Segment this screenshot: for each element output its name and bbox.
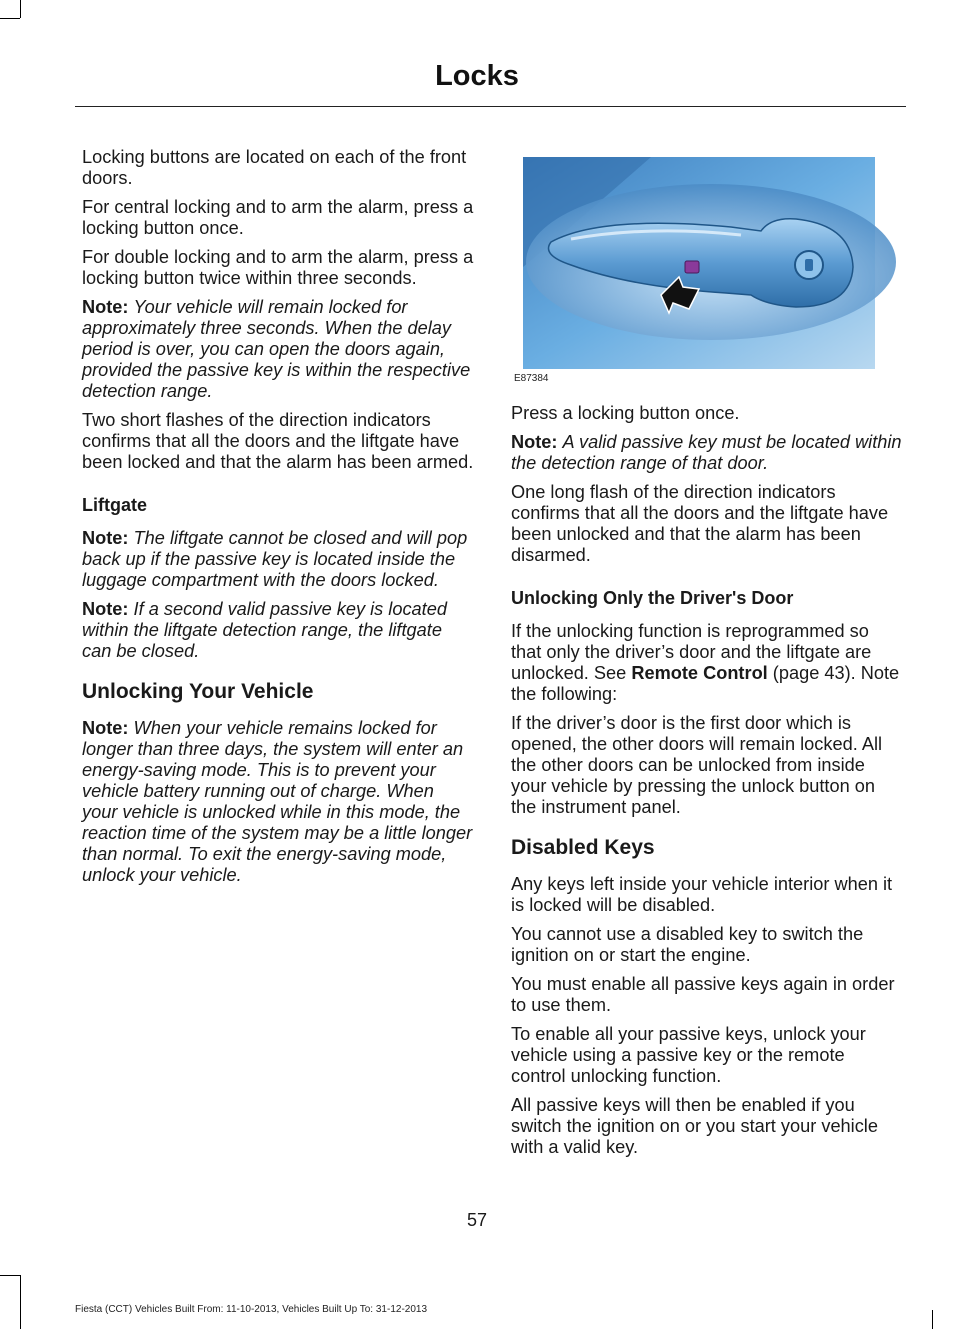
footer-text: Fiesta (CCT) Vehicles Built From: 11-10-2013, Vehicles Built Up To: 31-12-2013 bbox=[75, 1304, 428, 1315]
paragraph: Any keys left inside your vehicle interior when it is locked will be disabled. bbox=[511, 874, 893, 915]
note bbox=[82, 297, 474, 402]
locking-button bbox=[685, 261, 699, 273]
remote-control-link[interactable]: Remote Control bbox=[631, 663, 768, 683]
note-text: The liftgate cannot be closed and will pop back up if the passive key is located inside the luggage compartment with the doors locked. bbox=[82, 528, 468, 590]
key-slot bbox=[805, 259, 813, 271]
note-text: If a second valid passive key is located within the liftgate detection range, the liftgate can be closed. bbox=[82, 599, 447, 661]
note-label: Note: bbox=[511, 432, 558, 452]
paragraph: For central locking and to arm the alarm, press a locking button once. bbox=[82, 197, 474, 238]
paragraph: For double locking and to arm the alarm, press a locking button twice within three seconds. bbox=[82, 247, 474, 288]
note-text: A valid passive key must be located within the detection range of that door. bbox=[511, 432, 902, 473]
note-label: Note: bbox=[82, 599, 129, 619]
disabled-keys-heading: Disabled Keys bbox=[511, 836, 655, 859]
page-number: 57 bbox=[466, 1210, 488, 1230]
paragraph: To enable all your passive keys, unlock your vehicle using a passive key or the remote control unlocking function. bbox=[511, 1024, 866, 1086]
note-text: Your vehicle will remain locked for approximately three seconds. When the delay period is over, you can open the doors again, provided the passive key is within the respective detection range. bbox=[82, 297, 471, 401]
figure-code: E87384 bbox=[514, 373, 549, 384]
note bbox=[511, 432, 903, 474]
left-column bbox=[82, 147, 474, 894]
paragraph: You must enable all passive keys again in order to use them. bbox=[511, 974, 895, 1015]
door-handle-figure bbox=[511, 147, 903, 389]
crop-mark bbox=[0, 1275, 20, 1276]
paragraph bbox=[511, 621, 903, 705]
note-text: When your vehicle remains locked for longer than three days, the system will enter an energy-saving mode. This is to prevent your vehicle battery running out of charge. When your vehicle is unlocked while in this mode, the reaction time of the system may be a little longer than normal. To exit the energy-saving mode, unlock your vehicle. bbox=[82, 718, 473, 885]
note-label: Note: bbox=[82, 718, 129, 738]
paragraph: All passive keys will then be enabled if you switch the ignition on or you start your vehicle with a valid key. bbox=[511, 1095, 878, 1157]
liftgate-heading: Liftgate bbox=[82, 495, 147, 515]
driver-door-heading: Unlocking Only the Driver's Door bbox=[511, 588, 794, 608]
crop-mark bbox=[20, 0, 21, 18]
paragraph: If the driver’s door is the first door which is opened, the other doors will remain locked. All the other doors can be unlocked from inside your vehicle by pressing the unlock button on the instrument panel. bbox=[511, 713, 883, 817]
note bbox=[82, 599, 474, 662]
crop-mark bbox=[20, 1275, 21, 1329]
door-handle-illustration bbox=[511, 147, 903, 371]
paragraph: You cannot use a disabled key to switch the ignition on or start the engine. bbox=[511, 924, 864, 965]
text: (page 43). Note the following: bbox=[511, 663, 900, 704]
text: If the unlocking function is reprogrammed so that only the driver’s door and the liftgate are unlocked. See bbox=[511, 621, 872, 683]
crop-mark bbox=[932, 1310, 933, 1329]
paragraph: Two short flashes of the direction indicators confirms that all the doors and the liftgate have been locked and that the alarm has been armed. bbox=[82, 410, 474, 472]
paragraph: Locking buttons are located on each of the front doors. bbox=[82, 147, 467, 188]
note-label: Note: bbox=[82, 528, 129, 548]
note-label: Note: bbox=[82, 297, 129, 317]
header-rule bbox=[75, 106, 906, 107]
unlocking-heading: Unlocking Your Vehicle bbox=[82, 680, 314, 703]
paragraph: Press a locking button once. bbox=[511, 403, 740, 423]
note bbox=[82, 718, 474, 886]
right-column bbox=[511, 147, 903, 1166]
note bbox=[82, 528, 474, 591]
paragraph: One long flash of the direction indicators confirms that all the doors and the liftgate have been unlocked and that the alarm has been disarmed. bbox=[511, 482, 889, 565]
crop-mark bbox=[0, 18, 20, 19]
page-title: Locks bbox=[435, 60, 519, 92]
